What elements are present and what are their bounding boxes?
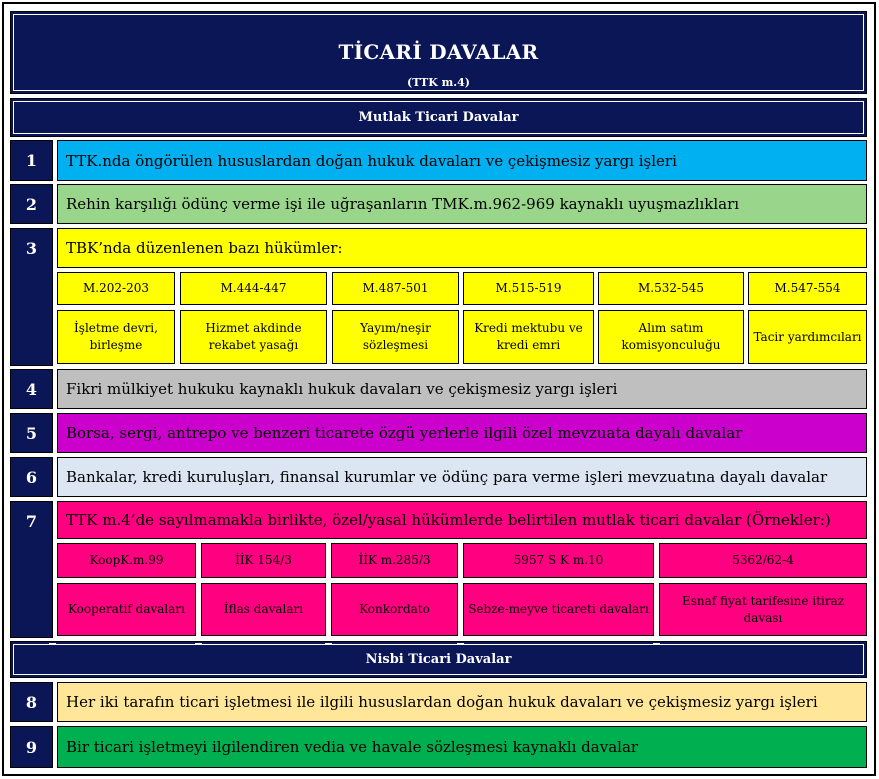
other-desc-cell: İflas davaları xyxy=(201,583,326,636)
divider-tick xyxy=(205,365,212,367)
row-number: 7 xyxy=(10,501,53,638)
row-number: 9 xyxy=(10,726,53,768)
other-desc-cell: Konkordato xyxy=(331,583,458,636)
other-desc-cell: Sebze-meyve ticareti davaları xyxy=(463,583,654,636)
section-header-absolute xyxy=(10,98,867,137)
divider-tick xyxy=(49,643,56,645)
other-article-cell: KoopK.m.99 xyxy=(57,543,196,578)
divider-tick xyxy=(653,643,660,645)
row-text: TTK.nda öngörülen hususlardan doğan hukuk davaları ve çekişmesiz yargı işleri xyxy=(57,140,867,181)
row-number: 1 xyxy=(10,140,53,181)
row-number: 6 xyxy=(10,457,53,497)
page-title: TİCARİ DAVALAR xyxy=(338,40,539,64)
page-subtitle: (TTK m.4) xyxy=(407,76,470,89)
row-number: 2 xyxy=(10,184,53,224)
tbk-article-cell: M.515-519 xyxy=(463,272,594,305)
other-article-cell: İİK m.285/3 xyxy=(331,543,458,578)
other-article-cell: 5957 S K m.10 xyxy=(463,543,654,578)
tbk-article-cell: M.487-501 xyxy=(332,272,459,305)
tbk-article-cell: M.202-203 xyxy=(57,272,175,305)
row-text: Bankalar, kredi kuruluşları, finansal kurumlar ve ödünç para verme işleri mevzuatına dayalı davalar xyxy=(57,457,867,497)
tbk-article-cell: M.444-447 xyxy=(180,272,327,305)
row-number: 8 xyxy=(10,682,53,722)
tbk-desc-cell: Kredi mektubu ve kredi emri xyxy=(463,310,594,364)
row-text: Rehin karşılığı ödünç verme işi ile uğraşanların TMK.m.962-969 kaynaklı uyuşmazlıkları xyxy=(57,184,867,224)
row-text: TTK m.4’de sayılmamakla birlikte, özel/yasal hükümlerde belirtilen mutlak ticari davalar (Örnekler:) xyxy=(57,501,867,539)
tbk-article-cell: M.532-545 xyxy=(598,272,744,305)
tbk-desc-cell: Yayım/neşir sözleşmesi xyxy=(332,310,459,364)
row-number: 3 xyxy=(10,228,53,366)
divider-tick xyxy=(457,643,464,645)
divider-tick xyxy=(743,365,750,367)
other-desc-cell: Kooperatif davaları xyxy=(57,583,196,636)
divider-tick xyxy=(377,365,384,367)
divider-tick xyxy=(195,643,202,645)
tbk-article-cell: M.547-554 xyxy=(748,272,867,305)
row-text: Her iki tarafın ticari işletmesi ile ilgili hususlardan doğan hukuk davaları ve çekişmesiz yargı işleri xyxy=(57,682,867,722)
header-box xyxy=(10,11,867,94)
other-desc-cell: Esnaf fiyat tarifesine itiraz davası xyxy=(659,583,867,636)
divider-tick xyxy=(325,643,332,645)
other-article-cell: 5362/62-4 xyxy=(659,543,867,578)
row-number: 4 xyxy=(10,369,53,409)
tbk-desc-cell: Alım satım komisyonculuğu xyxy=(598,310,744,364)
section-header-relative xyxy=(10,641,867,678)
tbk-desc-cell: Hizmet akdinde rekabet yasağı xyxy=(180,310,327,364)
tbk-desc-cell: İşletme devri, birleşme xyxy=(57,310,175,364)
row-number: 5 xyxy=(10,413,53,453)
row-text: TBK’nda düzenlenen bazı hükümler: xyxy=(57,228,867,268)
row-text: Borsa, sergi, antrepo ve benzeri ticarete özgü yerlerle ilgili özel mevzuata dayalı davalar xyxy=(57,413,867,453)
section-title-absolute: Mutlak Ticari Davalar xyxy=(358,110,519,125)
other-article-cell: İİK 154/3 xyxy=(201,543,326,578)
row-text: Fikri mülkiyet hukuku kaynaklı hukuk davaları ve çekişmesiz yargı işleri xyxy=(57,369,867,409)
divider-tick xyxy=(590,365,597,367)
section-title-relative: Nisbi Ticari Davalar xyxy=(365,652,512,667)
tbk-desc-cell: Tacir yardımcıları xyxy=(748,310,867,364)
row-text: Bir ticari işletmeyi ilgilendiren vedia ve havale sözleşmesi kaynaklı davalar xyxy=(57,726,867,768)
